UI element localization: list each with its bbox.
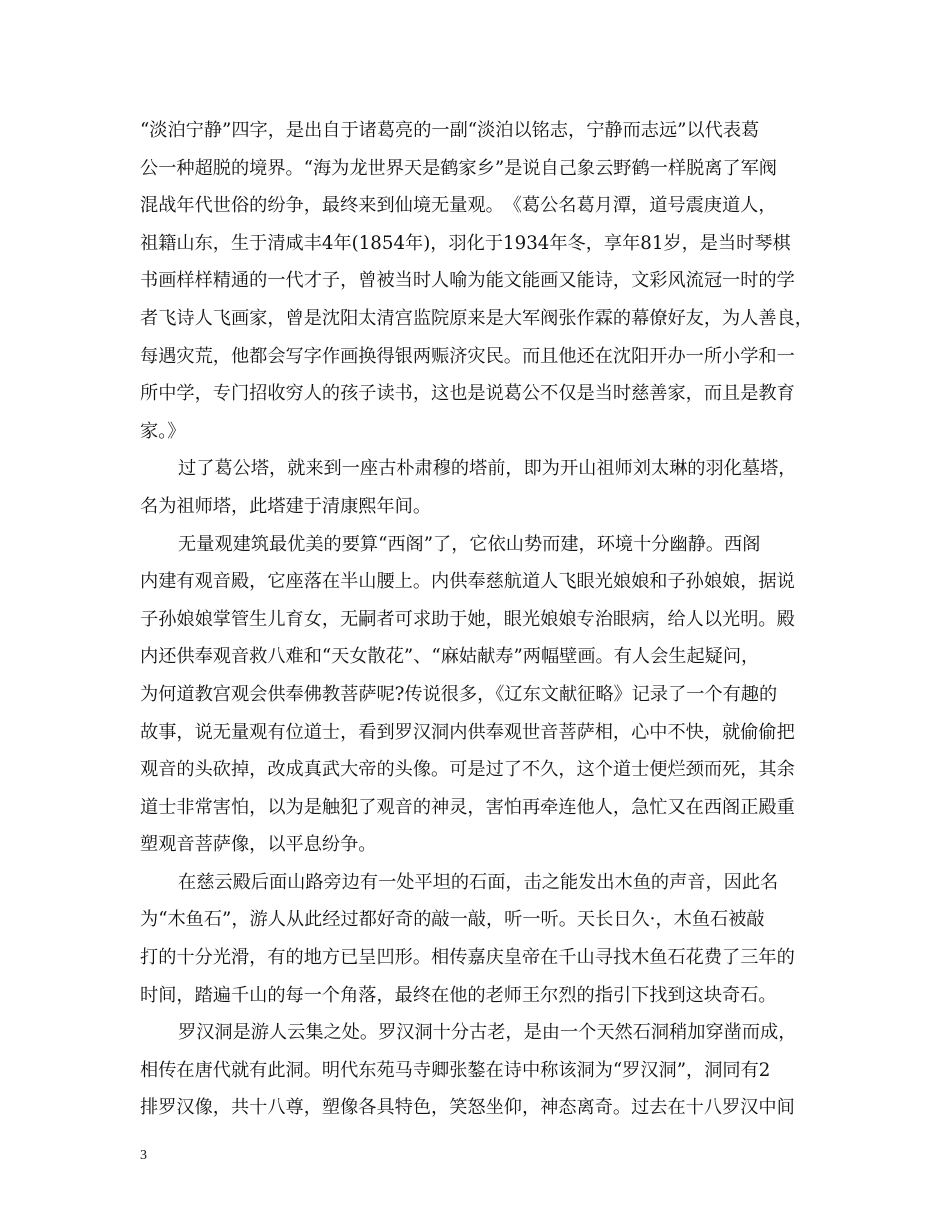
- text-line: 公一种超脱的境界。“海为龙世界天是鹤家乡”是说自己象云野鹤一样脱离了军阀: [140, 157, 777, 179]
- paragraph-5: [140, 1014, 812, 1127]
- text-line: 所中学，专门招收穷人的孩子读书，这也是说葛公不仅是当时慈善家，而且是教育: [140, 383, 795, 405]
- text-line: 者飞诗人飞画家，曾是沈阳太清宫监院原来是大军阀张作霖的幕僚好友，为人善良，: [140, 307, 813, 329]
- text-line: 家。》: [140, 420, 186, 442]
- paragraph-3: [140, 526, 812, 864]
- text-line: 内建有观音殿，它座落在半山腰上。内供奉慈航道人飞眼光娘娘和子孙娘娘，据说: [140, 571, 795, 593]
- text-line: 道士非常害怕，以为是触犯了观音的神灵，害怕再牵连他人，急忙又在西阁正殿重: [140, 796, 795, 818]
- text-line: “淡泊宁静”四字，是出自于诸葛亮的一副“淡泊以铭志，宁静而志远”以代表葛: [140, 120, 760, 141]
- paragraph-1: [140, 112, 812, 450]
- text-line: 为何道教宫观会供奉佛教菩萨呢?传说很多，《辽东文献征略》记录了一个有趣的: [140, 683, 778, 705]
- text-line-first: 在慈云殿后面山路旁边有一处平坦的石面，击之能发出木鱼的声音，因此名: [178, 871, 779, 893]
- text-line: 子孙娘娘掌管生儿育女，无嗣者可求助于她，眼光娘娘专治眼病，给人以光明。殿: [140, 608, 795, 630]
- text-line: 故事，说无量观有位道士，看到罗汉洞内供奉观世音菩萨相，心中不快，就偷偷把: [140, 721, 795, 743]
- text-line: 排罗汉像，共十八尊，塑像各具特色，笑怒坐仰，神态离奇。过去在十八罗汉中间: [140, 1097, 795, 1119]
- paragraph-4: [140, 864, 812, 1014]
- text-line: 塑观音菩萨像，以平息纷争。: [140, 834, 377, 856]
- text-line-first: 无量观建筑最优美的要算“西阁”了，它依山势而建，环境十分幽静。西阁: [178, 533, 761, 555]
- text-line-first: 过了葛公塔，就来到一座古朴肃穆的塔前，即为开山祖师刘太琳的羽化墓塔，: [178, 458, 797, 480]
- document-body: [140, 112, 812, 1127]
- text-line: 相传在唐代就有此洞。明代东苑马寺卿张鏊在诗中称该洞为“罗汉洞”，洞同有2: [140, 1059, 771, 1081]
- text-line: 混战年代世俗的纷争，最终来到仙境无量观。 《葛公名葛月潭，道号震庚道人，: [140, 195, 777, 217]
- text-line: 内还供奉观音救八难和“天女散花”、“麻姑献寿”两幅壁画。有人会生起疑问，: [140, 646, 760, 668]
- text-line-first: 罗汉洞是游人云集之处。罗汉洞十分古老，是由一个天然石洞稍加穿凿而成，: [178, 1022, 797, 1044]
- paragraph-2: [140, 450, 812, 525]
- text-line: 为“木鱼石”，游人从此经过都好奇的敲一敲，听一听。天长日久·，木鱼石被敲: [140, 909, 765, 931]
- text-line: 打的十分光滑，有的地方已呈凹形。相传嘉庆皇帝在千山寻找木鱼石花费了三年的: [140, 947, 795, 969]
- text-line: 每遇灾荒，他都会写字作画换得银两赈济灾民。而且他还在沈阳开办一所小学和一: [140, 345, 795, 367]
- text-line: 祖籍山东，生于清咸丰4年(1854年)，羽化于1934年冬，享年81岁，是当时琴棋: [140, 232, 791, 254]
- text-line: 书画样样精通的一代才子，曾被当时人喻为能文能画又能诗，文彩风流冠一时的学: [140, 270, 795, 292]
- text-line: 时间，踏遍千山的每一个角落，最终在他的老师王尔烈的指引下找到这块奇石。: [140, 984, 777, 1006]
- text-line: 名为祖师塔，此塔建于清康熙年间。: [140, 495, 432, 517]
- page-number: 3: [140, 1148, 147, 1163]
- text-line: 观音的头砍掉，改成真武大帝的头像。可是过了不久，这个道士便烂颈而死，其余: [140, 759, 795, 781]
